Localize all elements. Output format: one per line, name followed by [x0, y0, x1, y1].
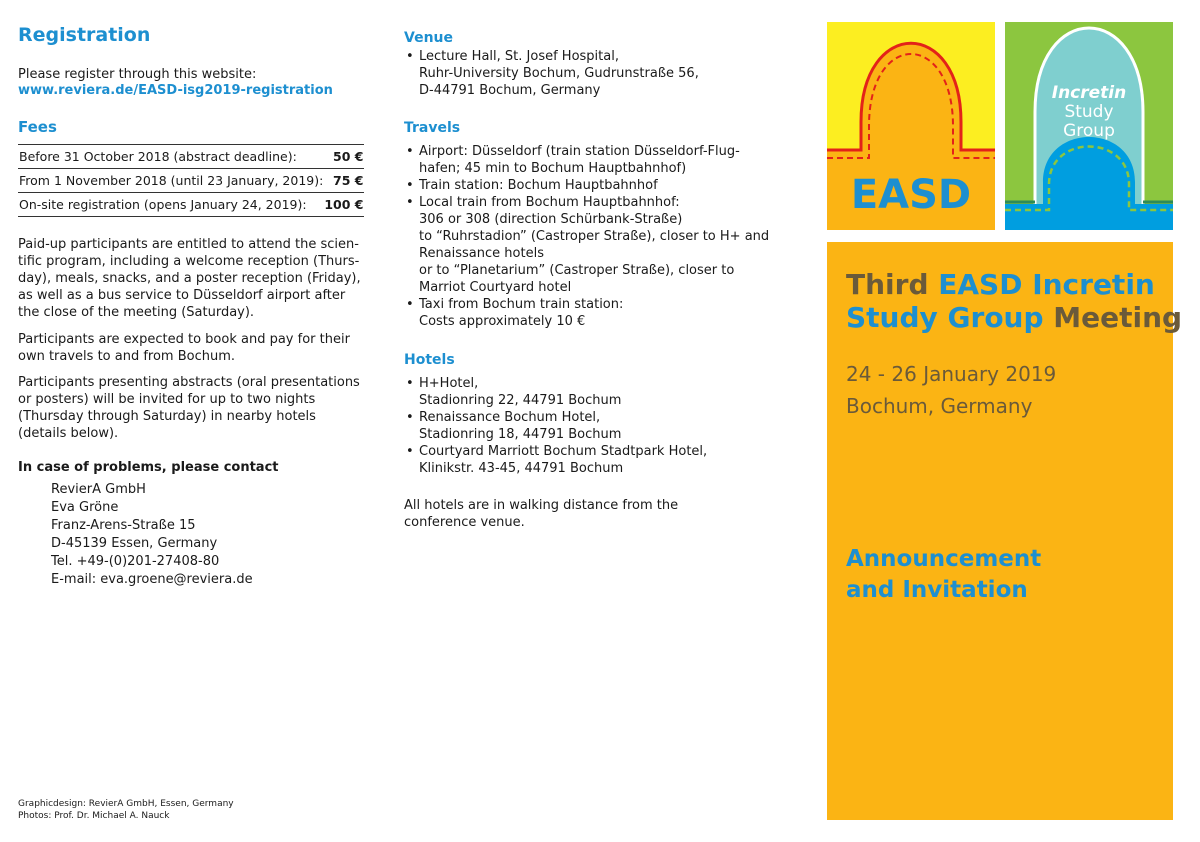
announcement-line-1: Announcement	[846, 546, 1042, 572]
list-line: Stadionring 18, 44791 Bochum	[419, 427, 622, 442]
list-line: Taxi from Bochum train station:	[419, 297, 624, 312]
list-item	[404, 48, 699, 99]
isg-logo-line-2: Study	[1064, 102, 1114, 122]
bullet-icon: •	[406, 144, 414, 159]
paragraph-line: Paid-up participants are entitled to attend the scien-	[18, 237, 359, 252]
bullet-icon: •	[406, 444, 414, 459]
credit-graphic-design: Graphicdesign: RevierA GmbH, Essen, Germany	[18, 799, 234, 809]
credit-photos: Photos: Prof. Dr. Michael A. Nauck	[18, 811, 170, 821]
contact-heading: In case of problems, please contact	[18, 460, 279, 475]
paragraph-line: tific program, including a welcome reception (Thurs-	[18, 254, 360, 269]
fee-amount: 75 €	[323, 169, 364, 193]
list-item	[404, 177, 769, 194]
venue-heading: Venue	[404, 30, 453, 46]
list-line: Klinikstr. 43-45, 44791 Bochum	[419, 461, 624, 476]
announcement-line-2: and Invitation	[846, 577, 1028, 603]
list-line: D-44791 Bochum, Germany	[419, 83, 601, 98]
abstract-presenters-paragraph	[18, 374, 366, 442]
list-item	[404, 194, 769, 296]
hotels-list	[404, 375, 707, 477]
list-item	[404, 296, 769, 330]
meeting-title	[846, 268, 1182, 334]
paragraph-line: (Thursday through Saturday) in nearby hotels	[18, 409, 316, 424]
fee-label: Before 31 October 2018 (abstract deadline):	[18, 145, 323, 169]
note-line: conference venue.	[404, 515, 525, 530]
paragraph-line: Participants are expected to book and pay for their	[18, 332, 350, 347]
list-line: Stadionring 22, 44791 Bochum	[419, 393, 622, 408]
announcement-title	[846, 544, 1041, 606]
easd-logo-text: EASD	[850, 172, 972, 218]
contact-person: Eva Gröne	[51, 500, 119, 515]
travels-list	[404, 143, 769, 330]
travel-booking-paragraph	[18, 331, 366, 365]
bullet-icon: •	[406, 49, 414, 64]
title-segment: Study Group	[846, 301, 1044, 334]
travels-heading: Travels	[404, 120, 461, 136]
fees-heading: Fees	[18, 118, 57, 136]
cover-panel	[827, 242, 1183, 820]
meeting-title-line-1	[846, 268, 1182, 301]
registration-intro: Please register through this website:	[18, 67, 257, 82]
list-line: Renaissance Bochum Hotel,	[419, 410, 601, 425]
list-item	[404, 409, 707, 443]
list-line: Airport: Düsseldorf (train station Düsseldorf-Flug-	[419, 144, 740, 159]
note-line: All hotels are in walking distance from the	[404, 498, 679, 513]
fee-row	[18, 145, 364, 169]
paragraph-line: (details below).	[18, 426, 119, 441]
fee-amount: 100 €	[323, 193, 364, 217]
list-line: Local train from Bochum Hauptbahnhof:	[419, 195, 680, 210]
list-line: or to “Planetarium” (Castroper Straße), closer to	[419, 263, 735, 278]
hotels-heading: Hotels	[404, 352, 455, 368]
venue-list	[404, 48, 699, 99]
paragraph-line: day), meals, snacks, and a poster reception (Friday),	[18, 271, 361, 286]
bullet-icon: •	[406, 297, 414, 312]
bullet-icon: •	[406, 178, 414, 193]
list-line: to “Ruhrstadion” (Castroper Straße), closer to H+ and	[419, 229, 770, 244]
list-line: Courtyard Marriott Bochum Stadtpark Hotel,	[419, 444, 708, 459]
fee-row	[18, 169, 364, 193]
contact-phone: Tel. +49-(0)201-27408-80	[51, 554, 220, 569]
paragraph-line: the close of the meeting (Saturday).	[18, 305, 255, 320]
meeting-location: Bochum, Germany	[846, 394, 1033, 418]
fee-row	[18, 193, 364, 217]
list-line: 306 or 308 (direction Schürbank-Straße)	[419, 212, 683, 227]
title-segment: Meeting	[1043, 301, 1183, 334]
contact-street: Franz-Arens-Straße 15	[51, 518, 196, 533]
registration-link[interactable]: www.reviera.de/EASD-isg2019-registration	[18, 83, 333, 98]
paragraph-line: Participants presenting abstracts (oral presentations	[18, 375, 360, 390]
meeting-date-location	[846, 358, 1056, 422]
contact-company: RevierA GmbH	[51, 482, 146, 497]
list-line: Train station: Bochum Hauptbahnhof	[419, 178, 658, 193]
fee-amount: 50 €	[323, 145, 364, 169]
registration-heading: Registration	[18, 24, 151, 46]
title-segment: Third	[846, 268, 939, 301]
title-segment: EASD Incretin	[938, 268, 1155, 301]
list-line: Marriot Courtyard hotel	[419, 280, 572, 295]
meeting-dates: 24 - 26 January 2019	[846, 362, 1057, 386]
list-item	[404, 143, 769, 177]
contact-email[interactable]: E-mail: eva.groene@reviera.de	[51, 572, 253, 587]
isg-logo-line-3: Group	[1063, 121, 1115, 141]
bullet-icon: •	[406, 410, 414, 425]
fees-table	[18, 144, 364, 217]
fee-label: On-site registration (opens January 24, 2019):	[18, 193, 323, 217]
list-line: H+Hotel,	[419, 376, 479, 391]
credits	[18, 798, 234, 822]
participants-entitlement-paragraph	[18, 236, 366, 321]
paragraph-line: own travels to and from Bochum.	[18, 349, 236, 364]
contact-city: D-45139 Essen, Germany	[51, 536, 218, 551]
contact-block	[51, 481, 253, 589]
paragraph-line: as well as a bus service to Düsseldorf airport after	[18, 288, 346, 303]
list-line: Costs approximately 10 €	[419, 314, 586, 329]
incretin-study-group-logo	[1005, 22, 1173, 230]
fee-label: From 1 November 2018 (until 23 January, 2019):	[18, 169, 323, 193]
list-line: hafen; 45 min to Bochum Hauptbahnhof)	[419, 161, 687, 176]
paragraph-line: or posters) will be invited for up to two nights	[18, 392, 316, 407]
list-item	[404, 375, 707, 409]
list-line: Ruhr-University Bochum, Gudrunstraße 56,	[419, 66, 699, 81]
list-item	[404, 443, 707, 477]
bullet-icon: •	[406, 376, 414, 391]
easd-logo	[827, 22, 995, 230]
isg-logo-line-1: Incretin	[1051, 83, 1127, 103]
list-line: Lecture Hall, St. Josef Hospital,	[419, 49, 619, 64]
bullet-icon: •	[406, 195, 414, 210]
meeting-title-line-2	[846, 301, 1182, 334]
hotels-note	[404, 497, 752, 531]
list-line: Renaissance hotels	[419, 246, 544, 261]
